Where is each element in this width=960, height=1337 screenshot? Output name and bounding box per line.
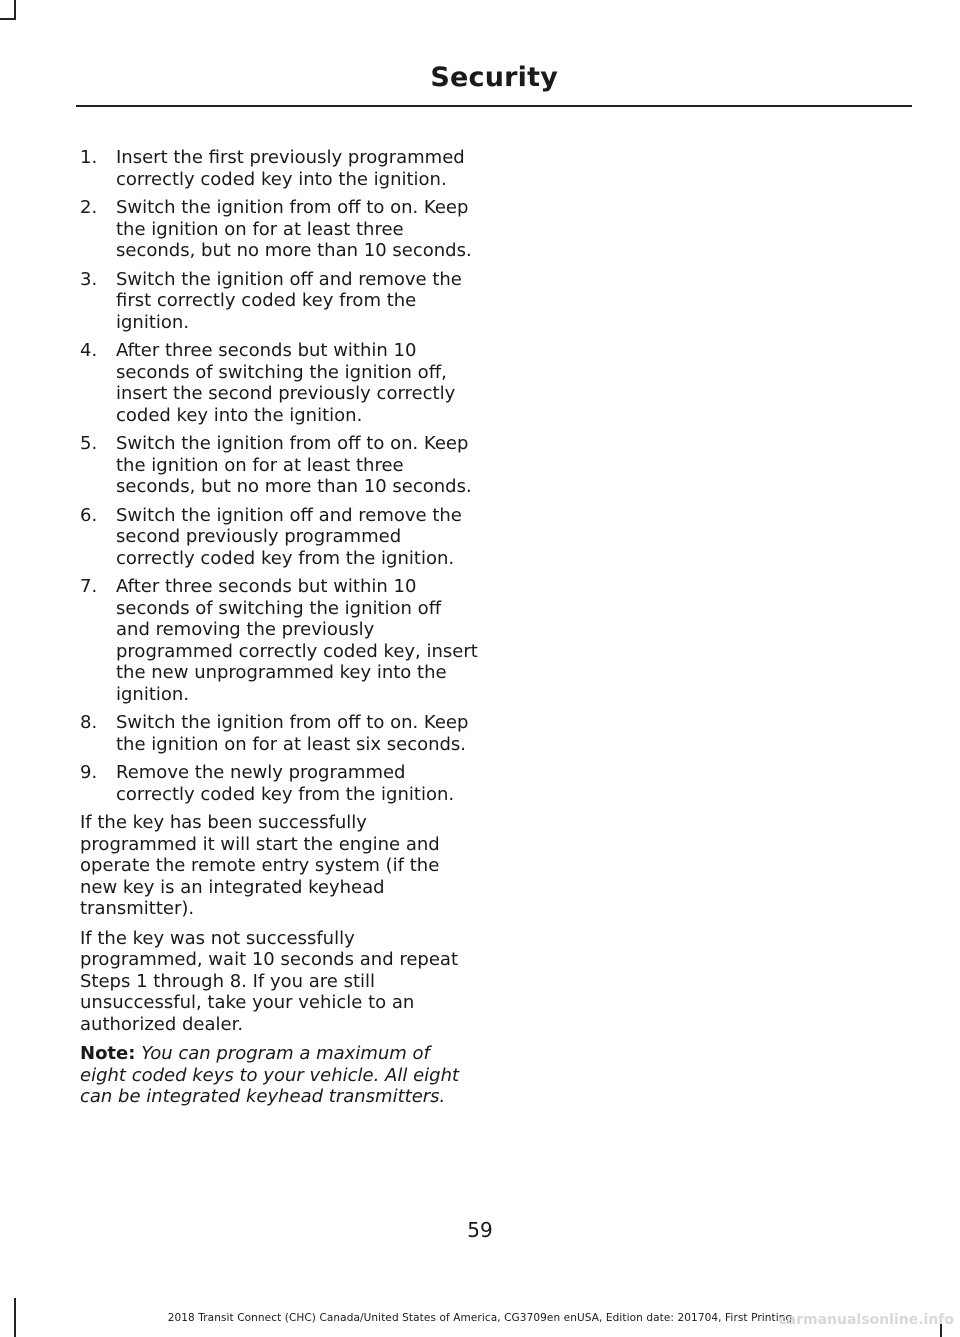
step-number: 3.: [80, 268, 98, 290]
page-number: 59: [467, 1218, 493, 1242]
step-item: [80, 712, 478, 755]
step-number: 2.: [80, 197, 98, 218]
steps-list: [80, 147, 478, 805]
step-text: Insert the first previously programmed correctly coded key into the ignition.: [116, 147, 465, 190]
crop-mark-top-left-horizontal: [0, 18, 16, 20]
note-text: You can program a maximum of eight coded keys to your vehicle. All eight can be integrated keyhead transmitters.: [80, 1043, 460, 1107]
main-content: [80, 147, 478, 1116]
step-item: [80, 576, 478, 705]
watermark[interactable]: carmanualsonline.info: [778, 1312, 954, 1328]
paragraph-success: If the key has been successfully programmed it will start the engine and operate the remote entry system (if the new key is an integrated keyhead transmitter).: [80, 812, 440, 919]
step-item: [80, 269, 478, 334]
step-item: [80, 433, 478, 498]
step-text: Switch the ignition from off to on. Keep the ignition on for at least three seconds, but no more than 10 seconds.: [116, 433, 472, 497]
step-text: After three seconds but within 10 seconds of switching the ignition off and removing the previously programmed correctly coded key, insert the new unprogrammed key into the ignition.: [116, 576, 478, 705]
step-number: 8.: [80, 712, 98, 733]
step-text: Remove the newly programmed correctly coded key from the ignition.: [116, 762, 455, 805]
step-item: [80, 147, 478, 190]
step-number: 7.: [80, 576, 98, 597]
step-number: 5.: [80, 433, 98, 454]
step-number: 6.: [80, 504, 98, 526]
paragraph-unsuccessful: If the key was not successfully programmed, wait 10 seconds and repeat Steps 1 through 8. If you are still unsuccessful, take your vehicle to an authorized dealer.: [80, 927, 459, 1035]
footer-edition-info: 2018 Transit Connect (CHC) Canada/United States of America, CG3709en enUSA, Edition date: 201704, First Printing: [167, 1312, 793, 1324]
note-label: Note:: [80, 1043, 136, 1064]
header-divider: [76, 105, 912, 107]
step-number: 9.: [80, 762, 98, 783]
step-item: [80, 197, 478, 262]
step-item: [80, 505, 478, 570]
step-text: Switch the ignition from off to on. Keep the ignition on for at least six seconds.: [116, 712, 469, 755]
step-text: Switch the ignition from off to on. Keep the ignition on for at least three seconds, but no more than 10 seconds.: [116, 197, 472, 261]
step-text: Switch the ignition off and remove the first correctly coded key from the ignition.: [116, 268, 462, 333]
step-text: Switch the ignition off and remove the second previously programmed correctly coded key from the ignition.: [116, 504, 462, 569]
step-number: 4.: [80, 340, 98, 361]
step-number: 1.: [80, 147, 98, 168]
step-item: [80, 762, 478, 805]
step-item: [80, 340, 478, 426]
crop-mark-top-left-vertical: [14, 0, 16, 20]
page-title: Security: [430, 62, 558, 93]
step-text: After three seconds but within 10 seconds of switching the ignition off, insert the second previously correctly coded key into the ignition.: [116, 340, 456, 426]
page-header: [76, 58, 912, 106]
note: [80, 1043, 478, 1108]
